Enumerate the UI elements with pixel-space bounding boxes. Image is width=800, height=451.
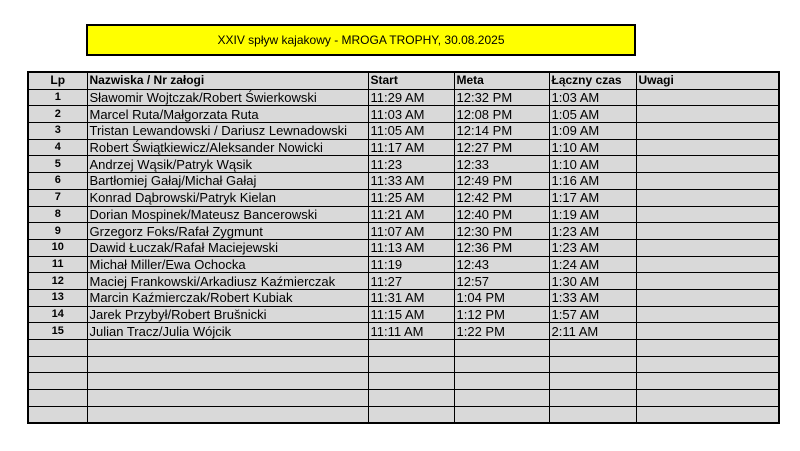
table-row: [28, 273, 779, 290]
cell-start: 11:31 AM: [368, 289, 454, 306]
table-body: [28, 89, 779, 423]
table-row: [28, 123, 779, 140]
cell-start: [368, 340, 454, 357]
cell-total: 1:24 AM: [549, 256, 636, 273]
cell-notes: [636, 340, 779, 357]
results-table: [27, 71, 780, 424]
cell-names: Bartłomiej Gałaj/Michał Gałaj: [87, 173, 368, 190]
cell-finish: 1:22 PM: [454, 323, 549, 340]
cell-names: [87, 406, 368, 423]
cell-finish: 1:04 PM: [454, 289, 549, 306]
cell-names: Dawid Łuczak/Rafał Maciejewski: [87, 239, 368, 256]
cell-total: [549, 340, 636, 357]
cell-total: [549, 356, 636, 373]
cell-finish: 12:32 PM: [454, 89, 549, 106]
cell-names: Sławomir Wojtczak/Robert Świerkowski: [87, 89, 368, 106]
cell-lp: 15: [28, 323, 87, 340]
cell-finish: [454, 390, 549, 407]
cell-finish: 12:43: [454, 256, 549, 273]
table-row: [28, 239, 779, 256]
cell-total: 1:10 AM: [549, 139, 636, 156]
cell-names: Tristan Lewandowski / Dariusz Lewnadowski: [87, 123, 368, 140]
cell-total: 1:30 AM: [549, 273, 636, 290]
cell-lp: 2: [28, 106, 87, 123]
cell-total: 1:19 AM: [549, 206, 636, 223]
cell-start: 11:17 AM: [368, 139, 454, 156]
cell-notes: [636, 106, 779, 123]
cell-finish: [454, 373, 549, 390]
table-row: [28, 256, 779, 273]
cell-notes: [636, 173, 779, 190]
table-row: [28, 106, 779, 123]
cell-finish: 1:12 PM: [454, 306, 549, 323]
cell-names: [87, 390, 368, 407]
table-row: [28, 373, 779, 390]
cell-notes: [636, 323, 779, 340]
cell-start: 11:11 AM: [368, 323, 454, 340]
cell-notes: [636, 123, 779, 140]
cell-total: [549, 373, 636, 390]
page-title: XXIV spływ kajakowy - MROGA TROPHY, 30.08.2025: [217, 33, 505, 47]
header-total: Łączny czas: [549, 72, 636, 89]
cell-finish: 12:40 PM: [454, 206, 549, 223]
cell-lp: 11: [28, 256, 87, 273]
cell-names: Robert Świątkiewicz/Aleksander Nowicki: [87, 139, 368, 156]
header-notes: Uwagi: [636, 72, 779, 89]
cell-notes: [636, 289, 779, 306]
cell-finish: 12:14 PM: [454, 123, 549, 140]
cell-notes: [636, 156, 779, 173]
table-row: [28, 306, 779, 323]
table-row: [28, 189, 779, 206]
cell-start: 11:15 AM: [368, 306, 454, 323]
cell-start: 11:03 AM: [368, 106, 454, 123]
cell-lp: 9: [28, 223, 87, 240]
cell-total: 1:23 AM: [549, 223, 636, 240]
cell-finish: 12:57: [454, 273, 549, 290]
cell-lp: 7: [28, 189, 87, 206]
cell-lp: [28, 406, 87, 423]
cell-notes: [636, 356, 779, 373]
cell-finish: [454, 340, 549, 357]
cell-notes: [636, 223, 779, 240]
cell-total: 1:03 AM: [549, 89, 636, 106]
cell-lp: 4: [28, 139, 87, 156]
cell-names: Jarek Przybył/Robert Brušnicki: [87, 306, 368, 323]
cell-start: 11:25 AM: [368, 189, 454, 206]
cell-finish: 12:42 PM: [454, 189, 549, 206]
cell-names: [87, 373, 368, 390]
cell-start: 11:21 AM: [368, 206, 454, 223]
cell-start: 11:33 AM: [368, 173, 454, 190]
table-row: [28, 406, 779, 423]
cell-notes: [636, 206, 779, 223]
cell-total: 1:23 AM: [549, 239, 636, 256]
cell-names: Grzegorz Foks/Rafał Zygmunt: [87, 223, 368, 240]
cell-total: 1:57 AM: [549, 306, 636, 323]
cell-total: 1:09 AM: [549, 123, 636, 140]
cell-total: 1:10 AM: [549, 156, 636, 173]
cell-notes: [636, 306, 779, 323]
table-row: [28, 390, 779, 407]
header-names: Nazwiska / Nr załogi: [87, 72, 368, 89]
cell-names: Dorian Mospinek/Mateusz Bancerowski: [87, 206, 368, 223]
cell-total: 2:11 AM: [549, 323, 636, 340]
cell-start: 11:05 AM: [368, 123, 454, 140]
cell-start: [368, 390, 454, 407]
table-row: [28, 173, 779, 190]
cell-lp: [28, 373, 87, 390]
cell-notes: [636, 89, 779, 106]
cell-start: 11:13 AM: [368, 239, 454, 256]
table-row: [28, 323, 779, 340]
cell-finish: 12:27 PM: [454, 139, 549, 156]
cell-start: 11:23: [368, 156, 454, 173]
cell-start: 11:27: [368, 273, 454, 290]
cell-notes: [636, 189, 779, 206]
table-row: [28, 89, 779, 106]
cell-lp: 12: [28, 273, 87, 290]
table-row: [28, 356, 779, 373]
cell-notes: [636, 139, 779, 156]
cell-finish: 12:33: [454, 156, 549, 173]
cell-notes: [636, 256, 779, 273]
cell-names: Konrad Dąbrowski/Patryk Kielan: [87, 189, 368, 206]
cell-notes: [636, 373, 779, 390]
cell-notes: [636, 390, 779, 407]
cell-total: 1:17 AM: [549, 189, 636, 206]
cell-lp: 8: [28, 206, 87, 223]
cell-start: [368, 373, 454, 390]
cell-names: Julian Tracz/Julia Wójcik: [87, 323, 368, 340]
table-row: [28, 289, 779, 306]
cell-lp: 3: [28, 123, 87, 140]
table-row: [28, 223, 779, 240]
cell-start: 11:29 AM: [368, 89, 454, 106]
cell-lp: [28, 356, 87, 373]
cell-lp: 6: [28, 173, 87, 190]
header-finish: Meta: [454, 72, 549, 89]
table-row: [28, 340, 779, 357]
table-row: [28, 156, 779, 173]
cell-names: Andrzej Wąsik/Patryk Wąsik: [87, 156, 368, 173]
cell-notes: [636, 273, 779, 290]
header-lp: Lp: [28, 72, 87, 89]
cell-lp: 5: [28, 156, 87, 173]
cell-finish: 12:08 PM: [454, 106, 549, 123]
title-banner: [86, 24, 636, 56]
table-row: [28, 206, 779, 223]
cell-total: 1:33 AM: [549, 289, 636, 306]
cell-lp: [28, 340, 87, 357]
cell-start: [368, 356, 454, 373]
cell-finish: 12:30 PM: [454, 223, 549, 240]
cell-start: 11:07 AM: [368, 223, 454, 240]
cell-start: 11:19: [368, 256, 454, 273]
cell-total: 1:16 AM: [549, 173, 636, 190]
cell-names: [87, 340, 368, 357]
cell-names: Maciej Frankowski/Arkadiusz Kaźmierczak: [87, 273, 368, 290]
cell-total: [549, 406, 636, 423]
cell-finish: 12:36 PM: [454, 239, 549, 256]
cell-lp: 1: [28, 89, 87, 106]
cell-finish: 12:49 PM: [454, 173, 549, 190]
cell-notes: [636, 406, 779, 423]
cell-total: [549, 390, 636, 407]
cell-total: 1:05 AM: [549, 106, 636, 123]
header-row: [28, 72, 779, 89]
cell-names: Marcin Kaźmierczak/Robert Kubiak: [87, 289, 368, 306]
cell-names: [87, 356, 368, 373]
cell-lp: [28, 390, 87, 407]
header-start: Start: [368, 72, 454, 89]
cell-lp: 14: [28, 306, 87, 323]
cell-notes: [636, 239, 779, 256]
table-row: [28, 139, 779, 156]
cell-names: Michał Miller/Ewa Ochocka: [87, 256, 368, 273]
cell-start: [368, 406, 454, 423]
cell-finish: [454, 406, 549, 423]
cell-finish: [454, 356, 549, 373]
cell-names: Marcel Ruta/Małgorzata Ruta: [87, 106, 368, 123]
cell-lp: 10: [28, 239, 87, 256]
cell-lp: 13: [28, 289, 87, 306]
